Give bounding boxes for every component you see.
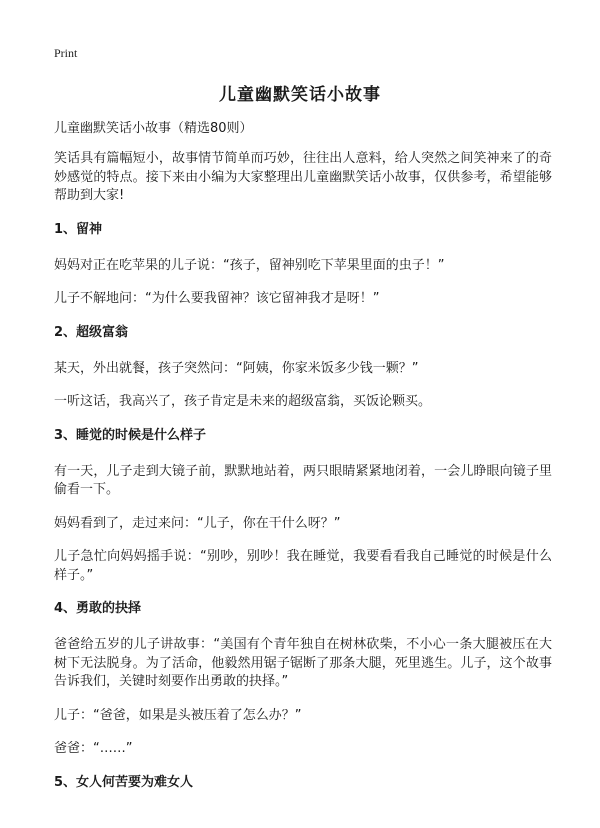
print-label: Print (54, 46, 78, 60)
story-heading: 5、女人何苦要为难女人 (54, 774, 194, 790)
story-1 (54, 221, 552, 309)
story-heading: 4、勇敢的抉择 (54, 601, 142, 616)
story-4 (54, 600, 552, 759)
document-body (54, 120, 552, 810)
intro-paragraph: 笑话具有篇幅短小，故事情节简单而巧妙，往往出人意料，给人突然之间笑神来了的奇妙感觉的特点。接下来由小编为大家整理出儿童幽默笑话小故事，仅供参考，希望能够帮助到大家! (54, 151, 552, 203)
story-heading: 1、留神 (54, 221, 103, 237)
story-paragraph: 儿子急忙向妈妈摇手说：“别吵，别吵！我在睡觉，我要看看我自己睡觉的时候是什么样子。” (54, 549, 552, 583)
story-3 (54, 427, 552, 586)
story-paragraph: 爸爸给五岁的儿子讲故事：“美国有个青年独自在树林砍柴，不小心一条大腿被压在大树下无法脱身。为了活命，他毅然用锯子锯断了那条大腿，死里逃生。儿子，这个故事告诉我们，关键时刻要作出勇敢的抉择。” (54, 637, 552, 689)
story-paragraph: 妈妈看到了，走过来问：“儿子，你在干什么呀？” (54, 515, 341, 531)
story-2 (54, 324, 552, 412)
story-paragraph: 爸爸：“……” (54, 741, 133, 756)
story-paragraph: 某天，外出就餐，孩子突然问：“阿姨，你家米饭多少钱一颗？” (54, 360, 419, 376)
story-paragraph: 儿子：“爸爸，如果是头被压着了怎么办？” (54, 707, 302, 723)
story-paragraph: 妈妈对正在吃苹果的儿子说：“孩子，留神别吃下苹果里面的虫子！” (54, 257, 445, 273)
document-subtitle: 儿童幽默笑话小故事（精选80则） (54, 121, 253, 136)
story-paragraph: 儿子不解地问：“为什么要我留神？该它留神我才是呀！” (54, 291, 380, 306)
story-paragraph: 有一天，儿子走到大镜子前，默默地站着，两只眼睛紧紧地闭着，一会儿睁眼向镜子里偷看一下。 (54, 463, 552, 497)
story-heading: 2、超级富翁 (54, 324, 129, 340)
page-title: 儿童幽默笑话小故事 (219, 85, 381, 105)
story-paragraph: 一听这话，我高兴了，孩子肯定是未来的超级富翁，买饭论颗买。 (54, 394, 432, 409)
story-5 (54, 774, 552, 792)
story-heading: 3、睡觉的时候是什么样子 (54, 427, 207, 443)
